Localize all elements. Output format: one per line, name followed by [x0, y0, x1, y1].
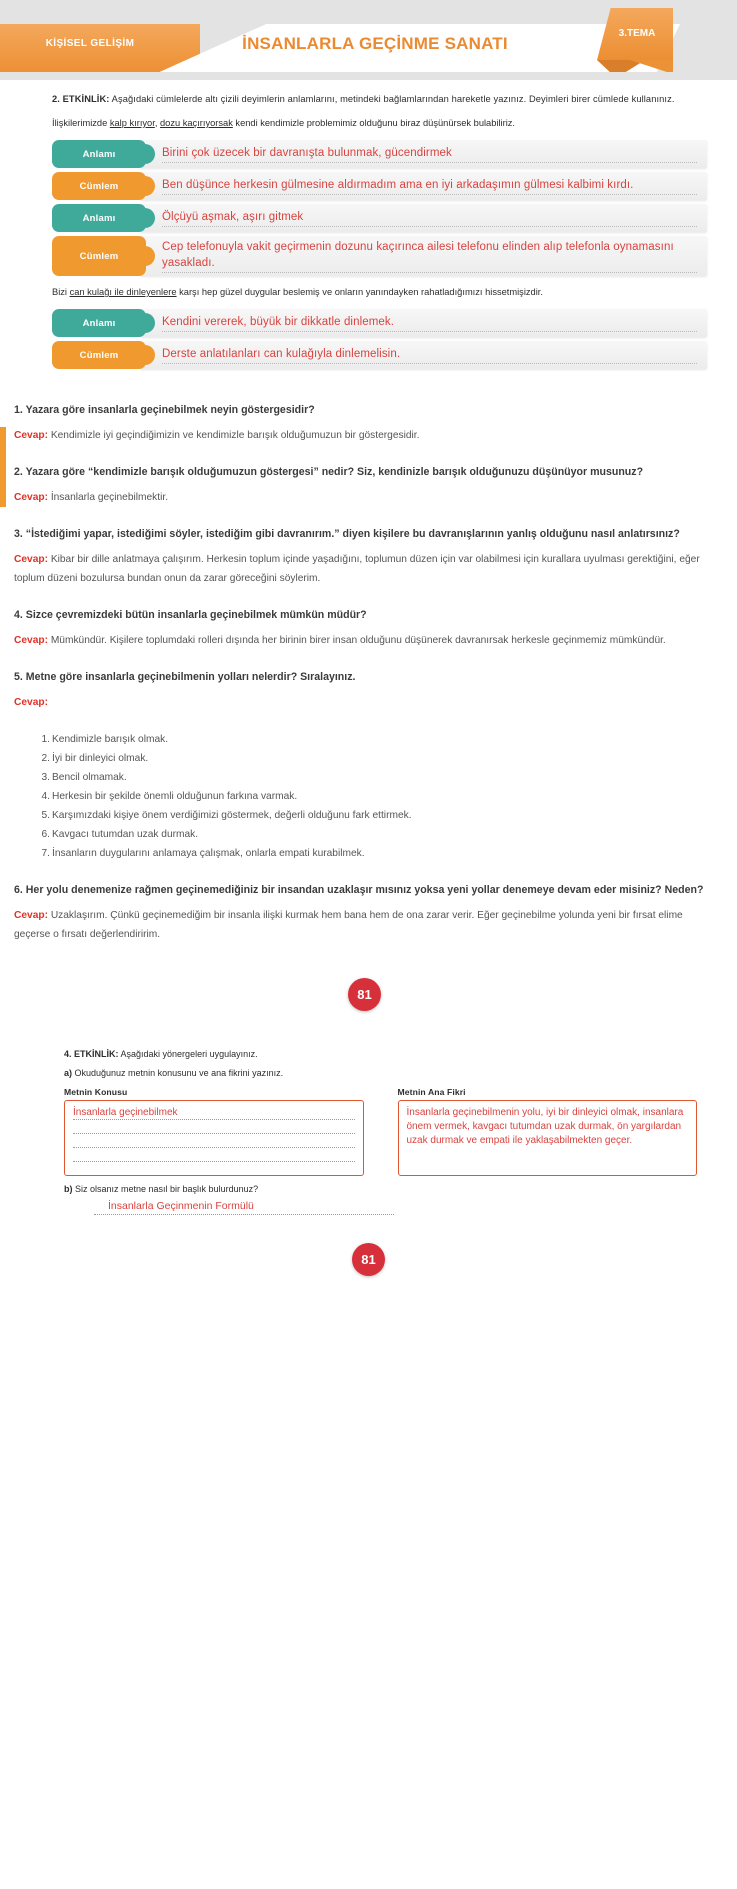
idiom-answer-row: [52, 236, 707, 276]
answer-1-text: Kendimizle iyi geçindiğimizin ve kendimizle barışık olduğumuzun bir göstergesidir.: [47, 430, 420, 441]
header-bottom-separator: [0, 72, 737, 80]
page-number-badge: 81: [352, 1243, 385, 1276]
list-item-text: İyi bir dinleyici olmak.: [52, 753, 149, 764]
label-anlami: Anlamı: [52, 140, 146, 168]
handwritten-answer: İnsanlarla Geçinmenin Formülü: [108, 1200, 254, 1212]
sentence-1-post: kendi kendimizle problemimiz olduğunu biraz düşünürsek bulabiliriz.: [232, 118, 515, 128]
sentence-1-pre: İlişkilerimizde: [52, 118, 110, 128]
activity-4-instruction: [64, 1047, 697, 1062]
list-item-number: 6.: [41, 829, 50, 840]
list-item-text: İnsanların duygularını anlamaya çalışmak, onlarla empati kurabilmek.: [52, 848, 365, 859]
blank-line: [73, 1134, 355, 1148]
label-cumlem: Cümlem: [52, 341, 146, 369]
handwritten-answer: İnsanlarla geçinebilmek: [73, 1106, 355, 1120]
cevap-label: Cevap:: [14, 910, 48, 921]
label-cumlem: Cümlem: [52, 172, 146, 200]
answer-box-ana-fikir[interactable]: [398, 1100, 698, 1176]
list-item: [14, 730, 715, 749]
sentence-1-mid: ,: [154, 118, 160, 128]
questions-section: [0, 387, 737, 1039]
activity-2-label: 2. ETKİNLİK:: [52, 94, 110, 104]
idiom-answer-group-1: [52, 140, 707, 276]
list-item-text: Kavgacı tutumdan uzak durmak.: [52, 829, 199, 840]
idiom-kalp-kiriyor: kalp kırıyor: [109, 118, 155, 128]
blank-line: [73, 1148, 355, 1162]
item-b-answer-field[interactable]: [94, 1199, 394, 1215]
activity-2-sentence-1: [52, 116, 707, 131]
item-a-label: a): [64, 1068, 73, 1078]
column-heading: Metnin Ana Fikri: [397, 1087, 466, 1097]
answer-box-konu[interactable]: [64, 1100, 364, 1176]
list-item: [14, 749, 715, 768]
list-item-number: 2.: [41, 753, 50, 764]
answer-6-text: Uzaklaşırım. Çünkü geçinemediğim bir insanla ilişki kurmak hem bana hem de ona zarar verir. Eğer geçinebilme yolunda yeni bir fırsat elime geçerse o fırsatı değerlendiririm.: [14, 910, 683, 940]
activity-4-item-a: [64, 1066, 697, 1081]
answer-field[interactable]: [140, 204, 707, 232]
page-title: İNSANLARLA GEÇİNME SANATI: [242, 34, 508, 53]
label-anlami: Anlamı: [52, 309, 146, 337]
page-number-badge: 81: [348, 978, 381, 1011]
activity-4-item-b: [64, 1184, 697, 1194]
list-item-number: 1.: [41, 734, 50, 745]
idiom-answer-group-2: [52, 309, 707, 369]
answer-2: [14, 488, 715, 507]
activity-2-instruction: [52, 92, 707, 107]
cevap-label: Cevap:: [14, 492, 48, 503]
header-unit-label: KİŞİSEL GELİŞİM: [45, 38, 135, 49]
question-5-answer-list: [14, 730, 715, 863]
idiom-answer-row: [52, 341, 707, 369]
idiom-answer-row: [52, 140, 707, 168]
idiom-answer-row: [52, 204, 707, 232]
answer-field[interactable]: [140, 172, 707, 200]
question-5: 5. Metne göre insanlarla geçinebilmenin yolları nelerdir? Sıralayınız.: [14, 671, 356, 683]
answer-field[interactable]: [140, 341, 707, 369]
list-item: [14, 844, 715, 863]
list-item-text: Herkesin bir şekilde önemli olduğunun farkına varmak.: [52, 791, 298, 802]
question-1: 1. Yazara göre insanlarla geçinebilmek neyin göstergesidir?: [14, 404, 315, 416]
item-a-text: Okuduğunuz metnin konusunu ve ana fikrini yazınız.: [72, 1068, 284, 1078]
label-cumlem: Cümlem: [52, 236, 146, 276]
question-6: 6. Her yolu denemenize rağmen geçinemediğiniz bir insandan uzaklaşır mısınız yoksa yeni yollar denemeye devam eder misiniz? Neden?: [14, 884, 704, 896]
label-anlami: Anlamı: [52, 204, 146, 232]
cevap-label: Cevap:: [14, 430, 48, 441]
list-item-text: Bencil olmamak.: [52, 772, 127, 783]
cevap-label: Cevap:: [14, 554, 48, 565]
idiom-answer-row: [52, 309, 707, 337]
question-4: 4. Sizce çevremizdeki bütün insanlarla geçinebilmek mümkün müdür?: [14, 609, 367, 621]
list-item-number: 7.: [41, 848, 50, 859]
list-item-number: 5.: [41, 810, 50, 821]
list-item-text: Karşımızdaki kişiye önem verdiğimizi göstermek, değerli olduğunu fark ettirmek.: [52, 810, 412, 821]
answer-field[interactable]: [140, 140, 707, 168]
cevap-label: Cevap:: [14, 697, 48, 708]
theme-tag-label: 3.TEMA: [618, 28, 656, 39]
activity-2-sentence-2: [52, 285, 707, 300]
sentence-2-post: karşı hep güzel duygular beslemiş ve onların yanındayken rahatladığımızı hissetmişizdir.: [176, 287, 543, 297]
page-header: [0, 0, 737, 80]
questions-outer: [0, 387, 737, 1039]
answer-4: [14, 631, 715, 650]
handwritten-answer: Ben düşünce herkesin gülmesine aldırmadım ama en iyi arkadaşımın gülmesi kalbimi kırdı.: [162, 177, 697, 195]
item-b-text: Siz olsanız metne nasıl bir başlık bulurdunuz?: [72, 1184, 259, 1194]
answer-3-text: Kibar bir dille anlatmaya çalışırım. Herkesin toplum içinde yaşadığını, toplumun düzen için var olabilmesi için kurallara uyulması gerektiğini, eğer toplum düzeni bozulursa bundan onun da zarar göreceğini söylerim.: [14, 554, 700, 584]
activity-4-columns: [64, 1087, 697, 1176]
list-item: [14, 806, 715, 825]
idiom-dozu-kaciriyorsak: dozu kaçırıyorsak: [159, 118, 233, 128]
list-item-number: 4.: [41, 791, 50, 802]
answer-2-text: İnsanlarla geçinebilmektir.: [47, 492, 169, 503]
handwritten-answer: Ölçüyü aşmak, aşırı gitmek: [162, 210, 697, 227]
column-heading: Metnin Konusu: [64, 1087, 128, 1097]
list-item-text: Kendimizle barışık olmak.: [52, 734, 169, 745]
answer-field[interactable]: [140, 309, 707, 337]
list-item-number: 3.: [41, 772, 50, 783]
idiom-answer-row: [52, 172, 707, 200]
sentence-2-pre: Bizi: [52, 287, 70, 297]
activity-4-instruction-text: Aşağıdaki yönergeleri uygulayınız.: [118, 1049, 258, 1059]
activity-4-section: [0, 1039, 737, 1221]
question-3: 3. “İstediğimi yapar, istediğimi söyler, istediğim gibi davranırım.” diyen kişilere bu davranışlarının yanlış olduğunu nasıl anlatırsınız?: [14, 528, 680, 540]
answer-1: [14, 426, 715, 445]
handwritten-answer: Cep telefonuyla vakit geçirmenin dozunu kaçırınca ailesi telefonu elinden alıp telefonla oynamasını yasakladı.: [162, 239, 697, 273]
question-2: 2. Yazara göre “kendimizle barışık olduğumuzun göstergesi” nedir? Siz, kendinizle barışık olduğunuzu düşünüyor musunuz?: [14, 466, 644, 478]
column-metnin-konusu: [64, 1087, 364, 1176]
answer-3: [14, 550, 715, 588]
page-badge-container-bottom: [0, 1221, 737, 1294]
blank-line: [73, 1120, 355, 1134]
cevap-label: Cevap:: [14, 635, 48, 646]
activity-2-instruction-text: Aşağıdaki cümlelerde altı çizili deyimlerin anlamlarını, metindeki bağlamlarından hareketle yazınız. Deyimleri birer cümlede kullanınız.: [109, 94, 675, 104]
answer-6: [14, 906, 715, 944]
handwritten-answer: Birini çok üzecek bir davranışta bulunmak, gücendirmek: [162, 146, 697, 163]
answer-5: [14, 693, 715, 712]
idiom-can-kulagi: can kulağı ile dinleyenlere: [69, 287, 177, 297]
list-item: [14, 787, 715, 806]
handwritten-answer: Derste anlatılanları can kulağıyla dinlemelisin.: [162, 347, 697, 364]
answer-field[interactable]: [140, 236, 707, 276]
handwritten-answer: Kendini vererek, büyük bir dikkatle dinlemek.: [162, 315, 697, 332]
answer-4-text: Mümkündür. Kişilere toplumdaki rolleri dışında her birinin birer insan olduğunu düşünerek davranırsak herkesle geçinmemiz mümkündür.: [47, 635, 666, 646]
page-badge-container-top: [14, 962, 715, 1025]
list-item: [14, 825, 715, 844]
list-item: [14, 768, 715, 787]
activity-4-label: 4. ETKİNLİK:: [64, 1049, 119, 1059]
item-b-label: b): [64, 1184, 73, 1194]
column-metnin-ana-fikri: [398, 1087, 698, 1176]
handwritten-answer: İnsanlarla geçinebilmenin yolu, iyi bir dinleyici olmak, insanlara önem vermek, kavgacı tutumdan uzak durmak, ön yargılardan uzak durmak ve empati ile yaklaşabilmekten geçer.: [406, 1107, 684, 1146]
activity-2-section: [0, 80, 737, 387]
